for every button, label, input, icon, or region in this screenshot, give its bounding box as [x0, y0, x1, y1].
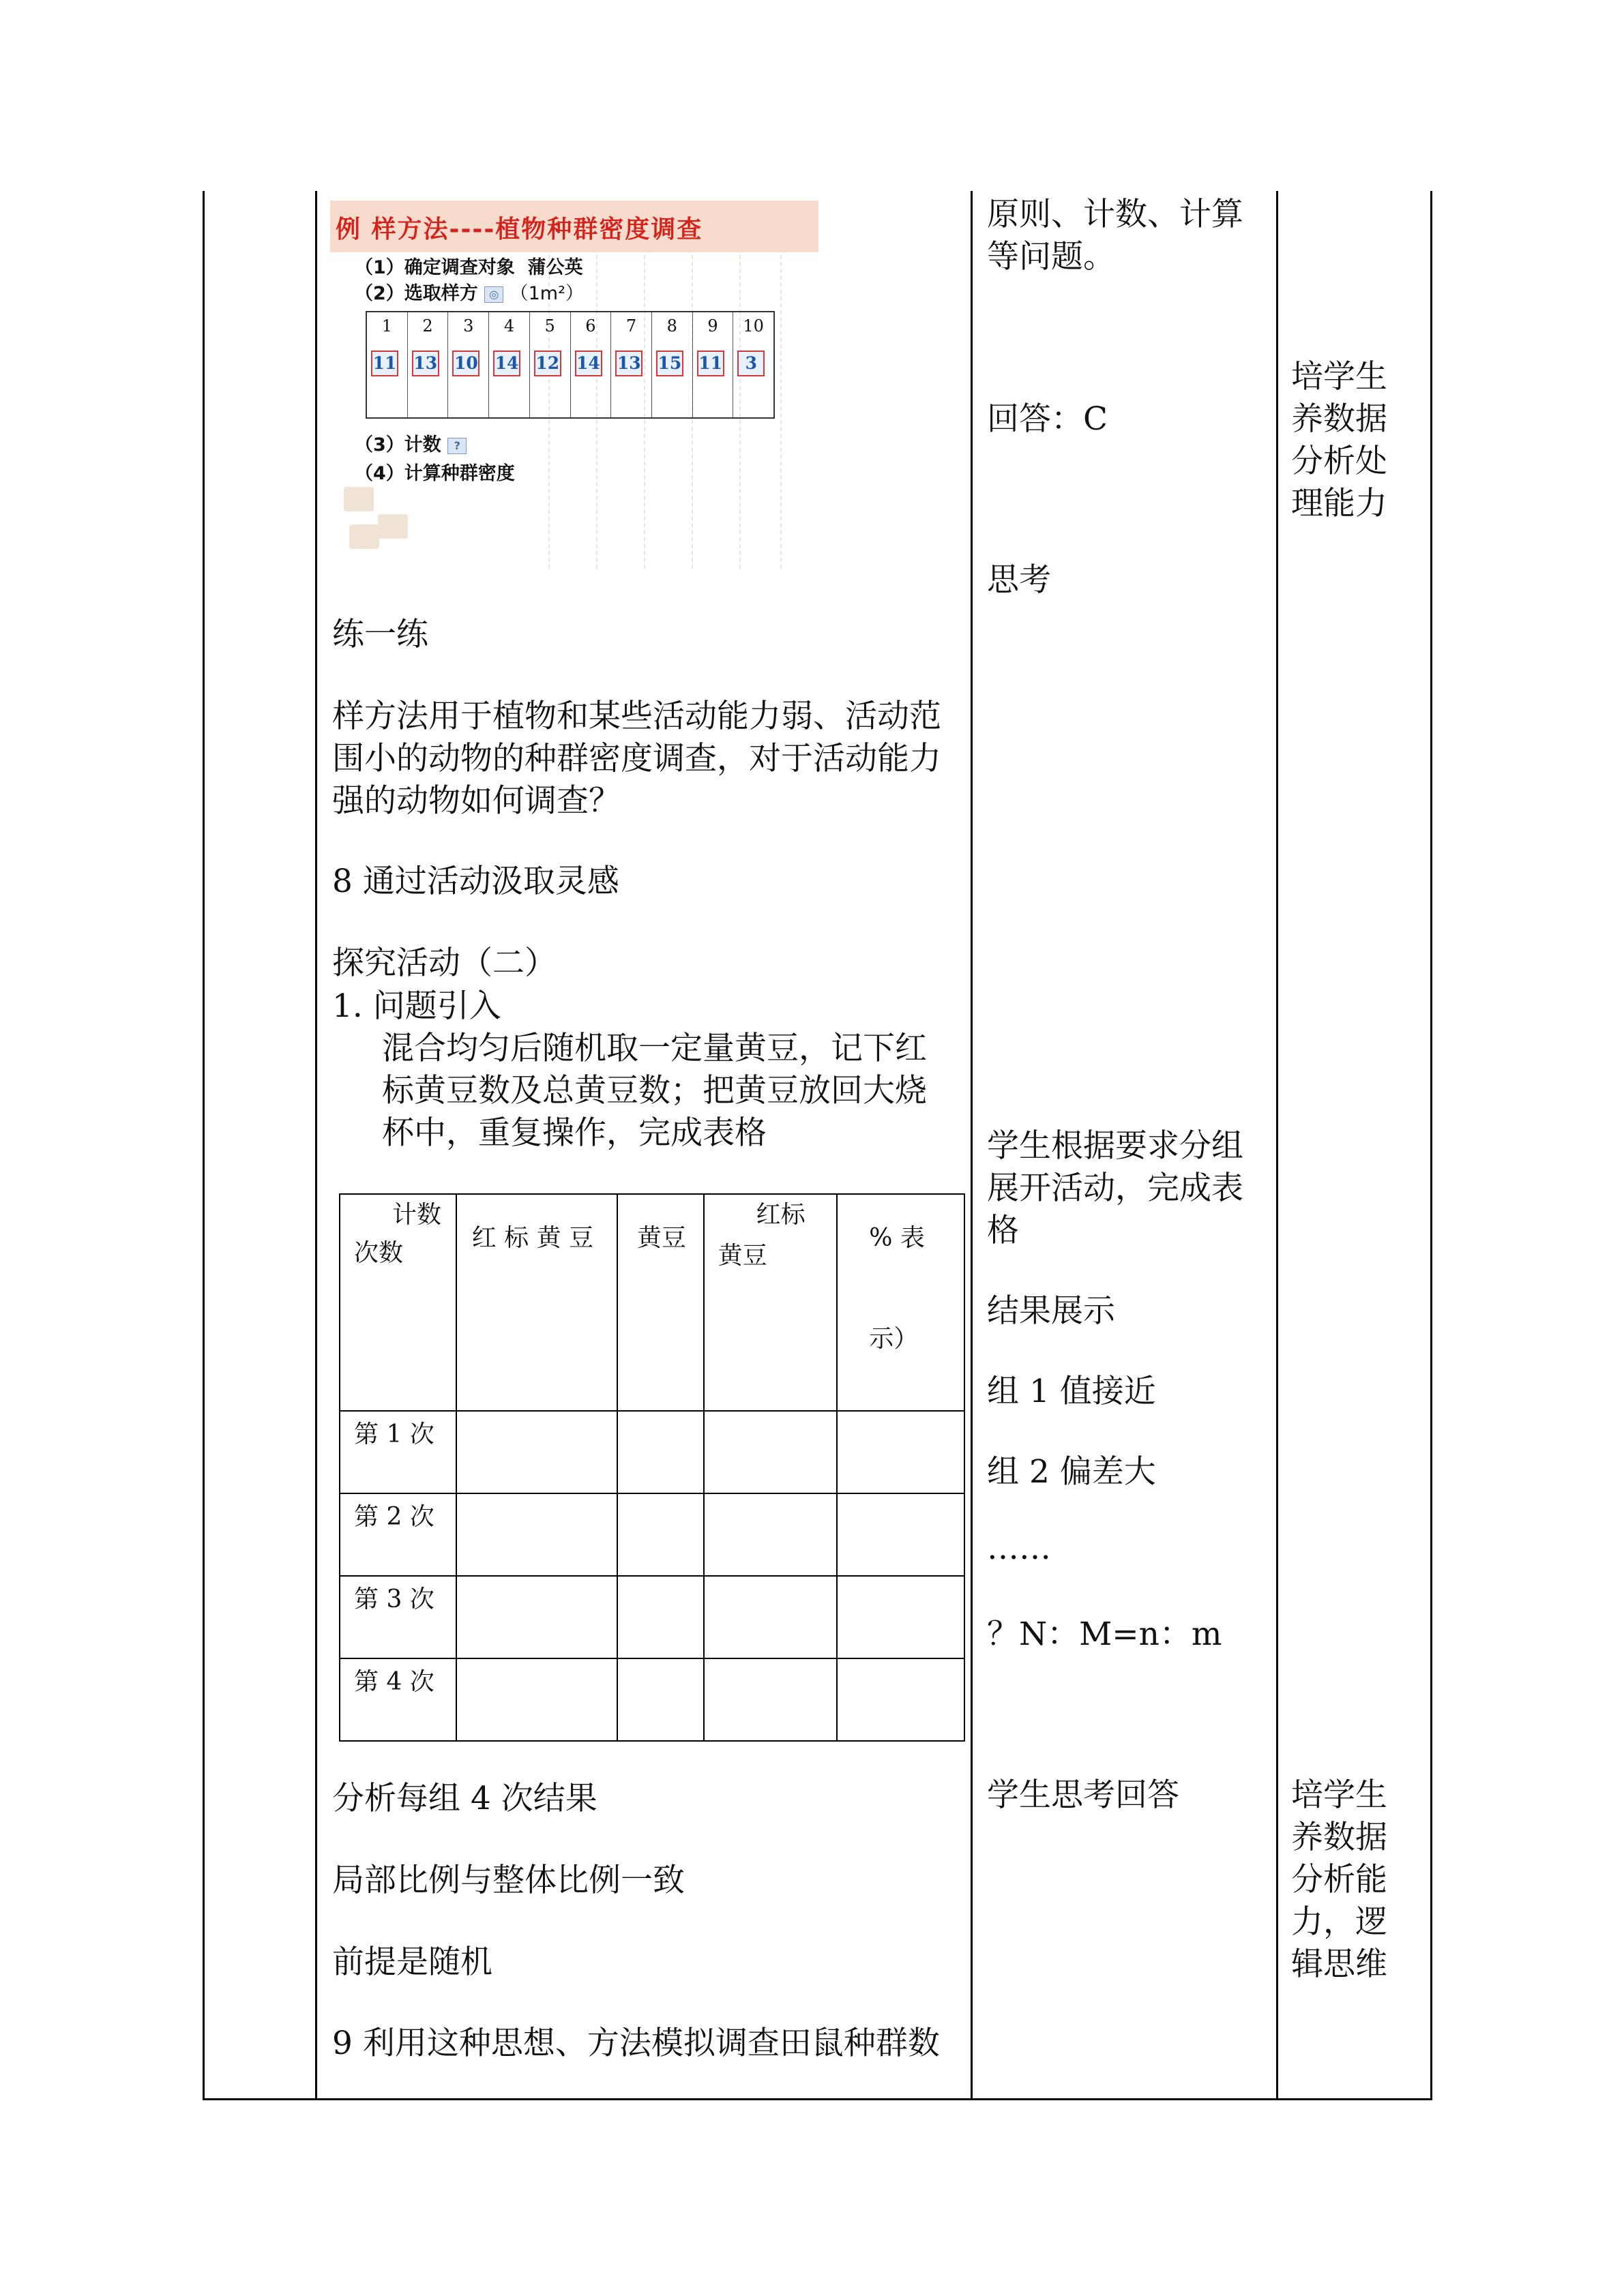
quadrat-cell — [611, 312, 652, 417]
quadrat-count: 14 — [575, 351, 602, 376]
quadrat-count: 11 — [371, 351, 398, 376]
table-cell[interactable] — [617, 1576, 704, 1658]
quadrat-number: 10 — [743, 316, 764, 336]
table-cell[interactable] — [456, 1411, 617, 1493]
practice-heading: 练一练 — [332, 616, 428, 653]
quadrat-count: 11 — [697, 351, 724, 376]
quadrat-number: 9 — [707, 316, 718, 336]
quadrat-number: 7 — [625, 316, 637, 336]
group-activity-1: 学生根据要求分组 — [987, 1127, 1243, 1165]
table-cell[interactable] — [704, 1411, 838, 1493]
table-cell[interactable] — [704, 1658, 838, 1741]
group-activity-3: 格 — [987, 1212, 1019, 1249]
item-1-description: 混合均匀后随机取一定量黄豆，记下红标黄豆数及总黄豆数；把黄豆放回大烧杯中，重复操作，完成表格 — [382, 1030, 927, 1152]
ratio-formula: ？N：M=n：m — [987, 1615, 1222, 1653]
quadrat-number: 2 — [422, 316, 433, 336]
quadrat-number: 4 — [503, 316, 515, 336]
table-cell[interactable] — [704, 1576, 838, 1658]
quadrat-number: 3 — [463, 316, 474, 336]
figure-step-2: （2）选取样方 ◎ （1m²） — [355, 283, 584, 304]
practice-question: 样方法用于植物和某些活动能力弱、活动范围小的动物的种群密度调查，对于活动能力强的动物如何调查？ — [332, 698, 941, 820]
header-yellow-beans: 黄豆 — [617, 1194, 704, 1411]
header-red-label-beans: 红标 黄豆 — [704, 1194, 838, 1411]
student-answer: 回答：C — [987, 400, 1108, 438]
figure-step-4: （4）计算种群密度 — [355, 463, 515, 484]
quadrat-cell — [652, 312, 693, 417]
student-activity-line-2: 等问题。 — [987, 238, 1115, 275]
table-border-right — [1430, 191, 1432, 2100]
table-border-left — [203, 191, 205, 2100]
table-cell[interactable] — [456, 1493, 617, 1576]
header-red-beans: 红 标 黄 豆 — [456, 1194, 617, 1411]
table-cell[interactable] — [837, 1576, 964, 1658]
table-cell[interactable] — [704, 1493, 838, 1576]
quadrat-number: 5 — [544, 316, 555, 336]
quadrat-count: 10 — [452, 351, 479, 376]
item-1: 1. 问题引入 — [332, 987, 501, 1025]
bean-count-table — [339, 1193, 965, 1742]
table-cell[interactable] — [617, 1658, 704, 1741]
quadrat-cell — [733, 312, 773, 417]
quadrat-number: 1 — [381, 316, 392, 336]
activity-title: 探究活动（二） — [332, 944, 557, 982]
item-8: 8 通过活动汲取灵感 — [332, 863, 619, 900]
quadrat-cell — [408, 312, 449, 417]
goal-block-2: 培学生 养数据 分析能 力，逻 辑思维 — [1291, 1776, 1387, 1983]
table-cell[interactable] — [456, 1658, 617, 1741]
figure-step-1: （1）确定调查对象 蒲公英 — [355, 257, 583, 278]
decorative-stamp — [349, 524, 379, 549]
row-label: 第 4 次 — [340, 1658, 456, 1741]
quadrat-count: 13 — [412, 351, 439, 376]
quadrat-cell — [530, 312, 571, 417]
quadrat-sampling-figure — [330, 200, 818, 569]
analysis-2: 局部比例与整体比例一致 — [332, 1862, 685, 1899]
quadrat-count: 3 — [737, 351, 765, 376]
decorative-stamp — [378, 514, 408, 539]
quadrat-count: 14 — [493, 351, 520, 376]
column-divider-3 — [1276, 191, 1278, 2100]
row-label: 第 2 次 — [340, 1493, 456, 1576]
quadrat-count: 13 — [615, 351, 643, 376]
quadrat-cell — [489, 312, 530, 417]
question-icon: ? — [447, 438, 467, 454]
quadrat-cell — [693, 312, 734, 417]
table-cell[interactable] — [837, 1658, 964, 1741]
column-divider-1 — [315, 191, 317, 2100]
quadrat-number: 8 — [666, 316, 677, 336]
header-count-times: 计数 次数 — [340, 1194, 456, 1411]
item-9: 9 利用这种思想、方法模拟调查田鼠种群数 — [332, 2025, 940, 2062]
analysis-1: 分析每组 4 次结果 — [332, 1780, 597, 1817]
decorative-stamp — [344, 487, 374, 511]
quadrat-cell — [571, 312, 612, 417]
table-cell[interactable] — [617, 1411, 704, 1493]
quadrat-count: 15 — [656, 351, 683, 376]
column-divider-2 — [971, 191, 973, 2100]
figure-step-3: （3）计数 ? — [355, 430, 467, 456]
header-percent: % 表 示） — [837, 1194, 964, 1411]
table-border-bottom — [203, 2098, 1432, 2100]
figure-title: 例 样方法----植物种群密度调查 — [336, 215, 703, 243]
quadrat-grid — [366, 311, 775, 419]
group-1-result: 组 1 值接近 — [987, 1373, 1156, 1410]
analysis-3: 前提是随机 — [332, 1943, 492, 1981]
quadrat-cell — [448, 312, 489, 417]
goal-block-1: 培学生 养数据 分析处 理能力 — [1291, 358, 1387, 522]
quadrat-cell — [367, 312, 408, 417]
table-cell[interactable] — [837, 1493, 964, 1576]
group-activity-2: 展开活动，完成表 — [987, 1169, 1243, 1207]
sample-icon: ◎ — [484, 286, 503, 303]
ellipsis: …… — [987, 1530, 1051, 1567]
table-cell[interactable] — [456, 1576, 617, 1658]
student-activity-line-1: 原则、计数、计算 — [987, 196, 1243, 233]
row-label: 第 3 次 — [340, 1576, 456, 1658]
table-cell[interactable] — [837, 1411, 964, 1493]
result-display: 结果展示 — [987, 1292, 1115, 1330]
row-label: 第 1 次 — [340, 1411, 456, 1493]
quadrat-count: 12 — [534, 351, 561, 376]
group-2-result: 组 2 偏差大 — [987, 1453, 1156, 1491]
table-cell[interactable] — [617, 1493, 704, 1576]
student-think: 思考 — [987, 561, 1051, 599]
student-answer-2: 学生思考回答 — [987, 1776, 1179, 1814]
quadrat-number: 6 — [585, 316, 596, 336]
